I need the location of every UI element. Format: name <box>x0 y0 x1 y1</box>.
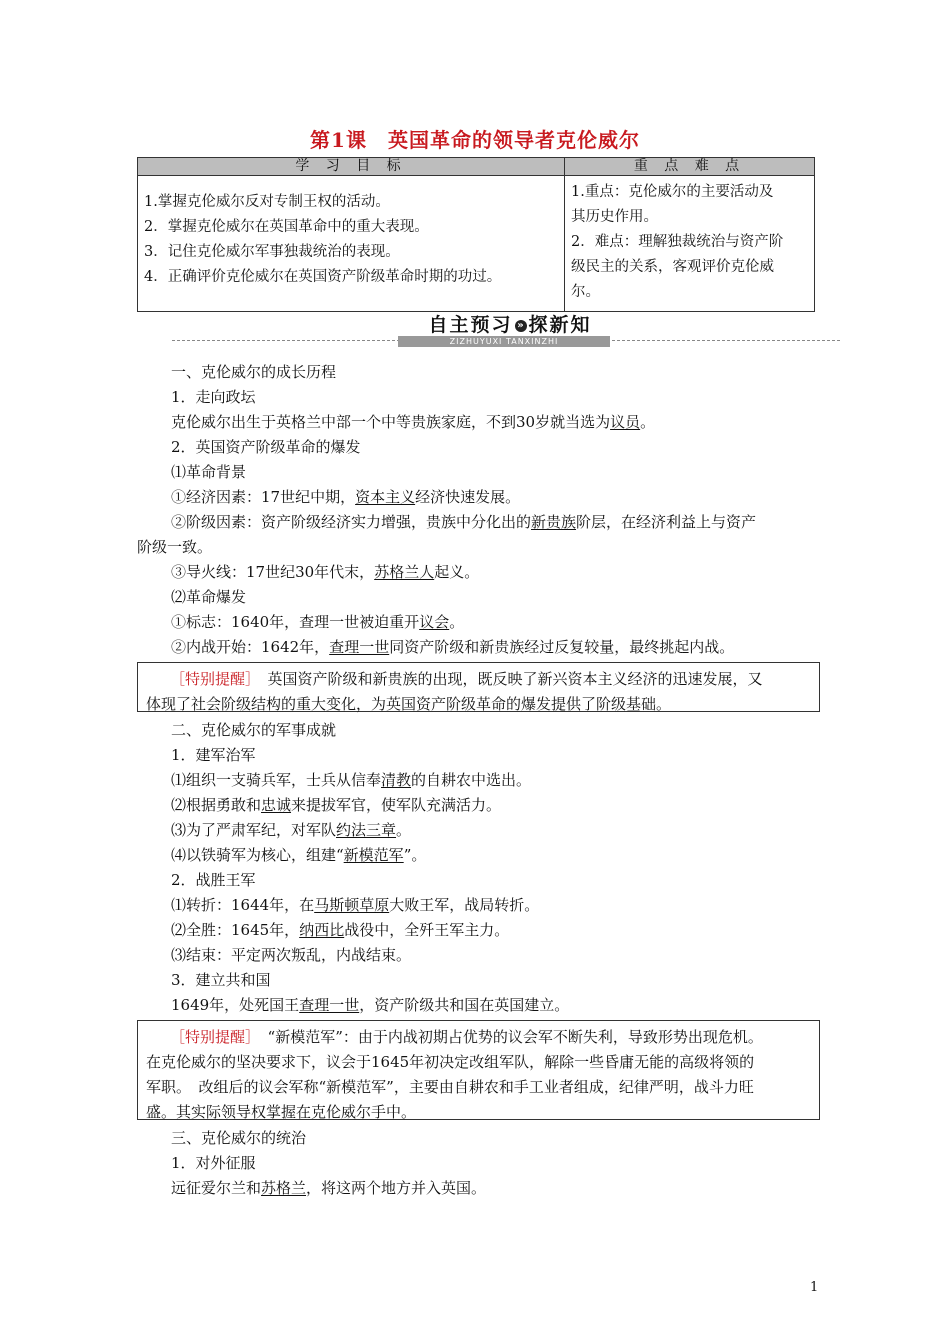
paragraph: ①标志：1640年，查理一世被迫重开议会。 <box>171 613 465 631</box>
subheading: 1．对外征服 <box>171 1154 256 1172</box>
paragraph: ⑷以铁骑军为核心，组建“新模范军”。 <box>171 846 427 864</box>
paragraph: 远征爱尔兰和苏格兰，将这两个地方并入英国。 <box>171 1179 487 1197</box>
paragraph: ⑶结束：平定两次叛乱，内战结束。 <box>171 946 412 964</box>
point-heading: ⑴革命背景 <box>171 463 247 481</box>
paragraph: ⑵全胜：1645年，纳西比战役中，全歼王军主力。 <box>171 921 510 939</box>
key-term: 议员 <box>610 413 641 431</box>
paragraph: ②阶级因素：资产阶级经济实力增强，贵族中分化出的新贵族阶层，在经济利益上与资产 <box>171 513 757 531</box>
page-title: 第1课 英国革命的领导者克伦威尔 <box>310 128 640 152</box>
objectives-list <box>138 176 565 312</box>
paragraph: ③导火线：17世纪30年代末，苏格兰人起义。 <box>171 563 480 581</box>
note-tag: ［特别提醒］ <box>170 670 253 688</box>
paragraph: ⑴转折：1644年，在马斯顿草原大败王军，战局转折。 <box>171 896 540 914</box>
key-term: 忠诚 <box>261 796 292 814</box>
banner-right-text: 探新知 <box>528 314 592 336</box>
banner-left-text: 自主预习 <box>428 314 513 336</box>
paragraph: ⑴组织一支骑兵军，士兵从信奉清教的自耕农中选出。 <box>171 771 532 789</box>
paragraph-continuation: 阶级一致。 <box>137 538 213 556</box>
objective-item: 3．记住克伦威尔军事独裁统治的表现。 <box>144 244 400 260</box>
key-term: 约法三章 <box>336 821 397 839</box>
subheading: 1．走向政坛 <box>171 388 256 406</box>
subheading: 1．建军治军 <box>171 746 256 764</box>
keypoint-line: 2．难点：理解独裁统治与资产阶 <box>571 234 784 250</box>
key-term: 资本主义 <box>355 488 416 506</box>
keypoints-header: 重 点 难 点 <box>565 158 815 176</box>
keypoint-line: 级民主的关系，客观评价克伦威 <box>571 259 774 275</box>
key-term: 苏格兰 <box>261 1179 307 1197</box>
objectives-header: 学 习 目 标 <box>138 158 565 176</box>
subheading: 2．英国资产阶级革命的爆发 <box>171 438 361 456</box>
paragraph: ①经济因素：17世纪中期，资本主义经济快速发展。 <box>171 488 521 506</box>
special-note-box: ［特别提醒］ “新模范军”：由于内战初期占优势的议会军不断失利，导致形势出现危机。 在克伦威尔的坚决要求下，议会于1645年初决定改组军队，解除一些昏庸无能的高级将领的 军职。 改组后的议会军称“新模范军”，主要由自耕农和手工业者组成，纪律严明，战斗力旺 盛。其实际领导权掌握在克伦威尔手中。 <box>137 1020 820 1120</box>
paragraph: ⑵根据勇敢和忠诚来提拔军官，使军队充满活力。 <box>171 796 502 814</box>
key-term: 议会 <box>419 613 450 631</box>
banner-subtitle: ZIZHUYUXI TANXINZHI <box>398 336 610 347</box>
page-number: 1 <box>810 1280 819 1295</box>
note-tag: ［特别提醒］ <box>170 1028 253 1046</box>
section-heading: 二、克伦威尔的军事成就 <box>171 721 337 739</box>
keypoints-list <box>565 176 815 312</box>
keypoint-line: 1.重点：克伦威尔的主要活动及 <box>571 184 774 200</box>
subheading: 3．建立共和国 <box>171 971 271 989</box>
keypoint-line: 尔。 <box>571 284 600 300</box>
subheading: 2．战胜王军 <box>171 871 256 889</box>
objective-item: 2．掌握克伦威尔在英国革命中的重大表现。 <box>144 219 429 235</box>
objective-item: 4．正确评价克伦威尔在英国资产阶级革命时期的功过。 <box>144 269 502 285</box>
special-note-box: ［特别提醒］ 英国资产阶级和新贵族的出现，既反映了新兴资本主义经济的迅速发展，又 体现了社会阶级结构的重大变化，为英国资产阶级革命的爆发提供了阶级基础。 <box>137 662 820 712</box>
point-heading: ⑵革命爆发 <box>171 588 247 606</box>
key-term: 新模范军 <box>343 846 404 864</box>
key-term: 新贵族 <box>531 513 577 531</box>
section-heading: 三、克伦威尔的统治 <box>171 1129 307 1147</box>
key-term: 清教 <box>381 771 412 789</box>
key-term: 查理一世 <box>329 638 390 656</box>
section-banner <box>413 313 607 337</box>
paragraph: ②内战开始：1642年，查理一世同资产阶级和新贵族经过反复较量，最终挑起内战。 <box>171 638 735 656</box>
key-term: 马斯顿草原 <box>314 896 390 914</box>
paragraph: ⑶为了严肃军纪，对军队约法三章。 <box>171 821 412 839</box>
key-term: 纳西比 <box>299 921 345 939</box>
section-heading: 一、克伦威尔的成长历程 <box>171 363 337 381</box>
paragraph: 克伦威尔出生于英格兰中部一个中等贵族家庭，不到30岁就当选为议员。 <box>171 413 656 431</box>
chevron-right-icon: » <box>515 320 527 332</box>
key-term: 查理一世 <box>299 996 360 1014</box>
paragraph: 1649年，处死国王查理一世，资产阶级共和国在英国建立。 <box>171 996 570 1014</box>
objectives-table <box>137 157 815 312</box>
key-term: 苏格兰人 <box>374 563 435 581</box>
keypoint-line: 其历史作用。 <box>571 209 658 225</box>
objective-item: 1.掌握克伦威尔反对专制王权的活动。 <box>144 194 390 210</box>
